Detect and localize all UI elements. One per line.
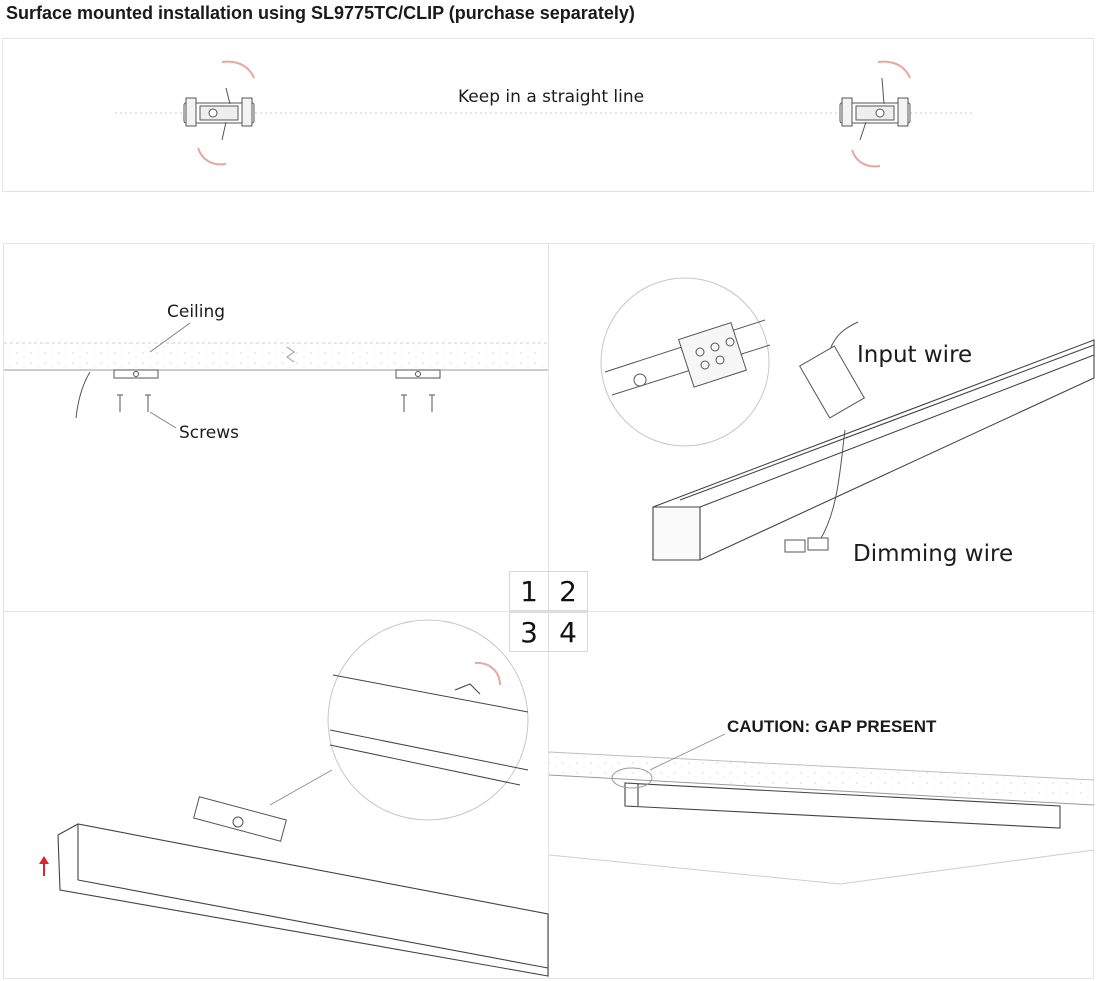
screws-label: Screws	[179, 423, 239, 443]
wire-lead	[76, 372, 90, 418]
step-number-1: 1	[509, 571, 549, 611]
detail-magnifier-step3	[328, 620, 528, 820]
step-number-3: 3	[509, 612, 549, 652]
linear-luminaire-step3	[58, 824, 548, 976]
input-wire-label: Input wire	[857, 342, 973, 368]
clip-icon-step1-right	[396, 370, 440, 378]
clip-icon-left	[184, 88, 254, 140]
input-wire	[800, 322, 865, 418]
dimming-connector-icon	[785, 538, 828, 552]
ceiling-label: Ceiling	[167, 302, 226, 322]
ceiling-surface	[4, 343, 548, 370]
step-number-2: 2	[548, 571, 588, 611]
caution-label: CAUTION: GAP PRESENT	[727, 717, 937, 736]
screw-icon	[117, 395, 435, 412]
page-title: Surface mounted installation using SL9775TC/CLIP (purchase separately)	[6, 3, 635, 23]
up-arrow-icon	[39, 856, 49, 876]
floor-line	[549, 850, 1094, 884]
step-number-4: 4	[548, 612, 588, 652]
straight-line-label: Keep in a straight line	[458, 87, 645, 107]
clip-icon-right	[840, 78, 910, 140]
dimming-wire-label: Dimming wire	[853, 541, 1014, 567]
clip-icon-step1-left	[114, 370, 158, 378]
